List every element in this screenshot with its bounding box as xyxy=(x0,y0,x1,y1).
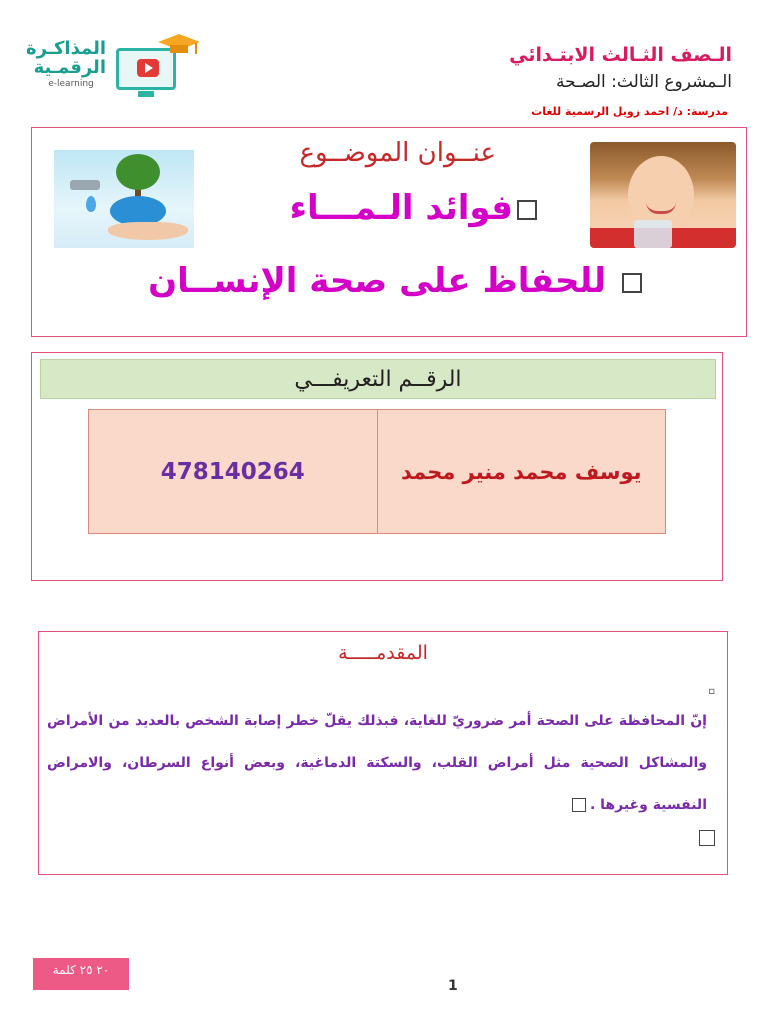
water-glass xyxy=(634,220,672,248)
student-id-cell xyxy=(89,410,378,533)
student-name: يوسف محمد منير محمد xyxy=(400,459,642,484)
identity-table xyxy=(88,409,666,534)
checkbox-icon xyxy=(699,830,715,846)
page-number: 1 xyxy=(448,978,458,994)
water-tree-globe-image xyxy=(54,150,194,248)
girl-drinking-water-image xyxy=(590,142,736,248)
elearning-logo xyxy=(25,30,206,100)
student-id: 478140264 xyxy=(160,458,305,485)
monitor-stand-icon xyxy=(138,91,154,97)
logo-line-2: الرقمـية xyxy=(33,56,106,78)
water-drop-icon xyxy=(86,196,96,212)
tree-icon xyxy=(116,154,160,190)
identity-box xyxy=(31,352,723,581)
hand-icon xyxy=(108,222,188,240)
grade-heading: الـصف الثـالث الابتـدائي xyxy=(509,44,732,66)
school-name: مدرسة: د/ احمد زويل الرسمية للغات xyxy=(531,105,728,118)
checkbox-icon xyxy=(622,273,642,293)
introduction-box xyxy=(38,631,728,875)
project-heading: الـمشروع الثالث: الصـحة xyxy=(556,72,732,92)
logo-text xyxy=(25,38,106,89)
introduction-title: المقدمـــــة xyxy=(338,642,428,664)
student-name-cell xyxy=(378,410,666,533)
word-count-badge: ٢٠ ٢٥ كلمة xyxy=(33,958,129,990)
water-tap xyxy=(70,180,100,190)
logo-line-1: المذاكـرة xyxy=(25,38,106,59)
introduction-paragraph xyxy=(47,700,707,826)
logo-line-3: e-learning xyxy=(48,78,94,89)
topic-title-line-2 xyxy=(148,261,646,301)
graduation-cap-icon xyxy=(156,32,202,58)
introduction-text: إنّ المحافظة على الصحة أمر ضروريّ للغاية، فبذلك يقلّ خطر إصابة الشخص بالعديد من الأمراض والمشاكل الصحية مثل أمراض القلب، والسكتة الدماغية، وبعض أنواع السرطان، والامراض النفسية وغيرها . xyxy=(47,713,707,813)
topic-box xyxy=(31,127,747,337)
topic-title-line-1-text: فوائد الـمـــاء xyxy=(289,188,513,228)
identity-header: الرقــم التعريفـــي xyxy=(40,359,716,399)
play-icon xyxy=(137,59,159,77)
topic-title-line-1 xyxy=(290,188,541,228)
checkbox-icon xyxy=(572,798,586,812)
checkbox-icon xyxy=(517,200,537,220)
topic-label: عنــوان الموضــوع xyxy=(299,138,496,168)
topic-title-line-2-text: للحفاظ على صحة الإنســان xyxy=(148,261,607,301)
bullet-icon: ▫ xyxy=(708,686,715,697)
